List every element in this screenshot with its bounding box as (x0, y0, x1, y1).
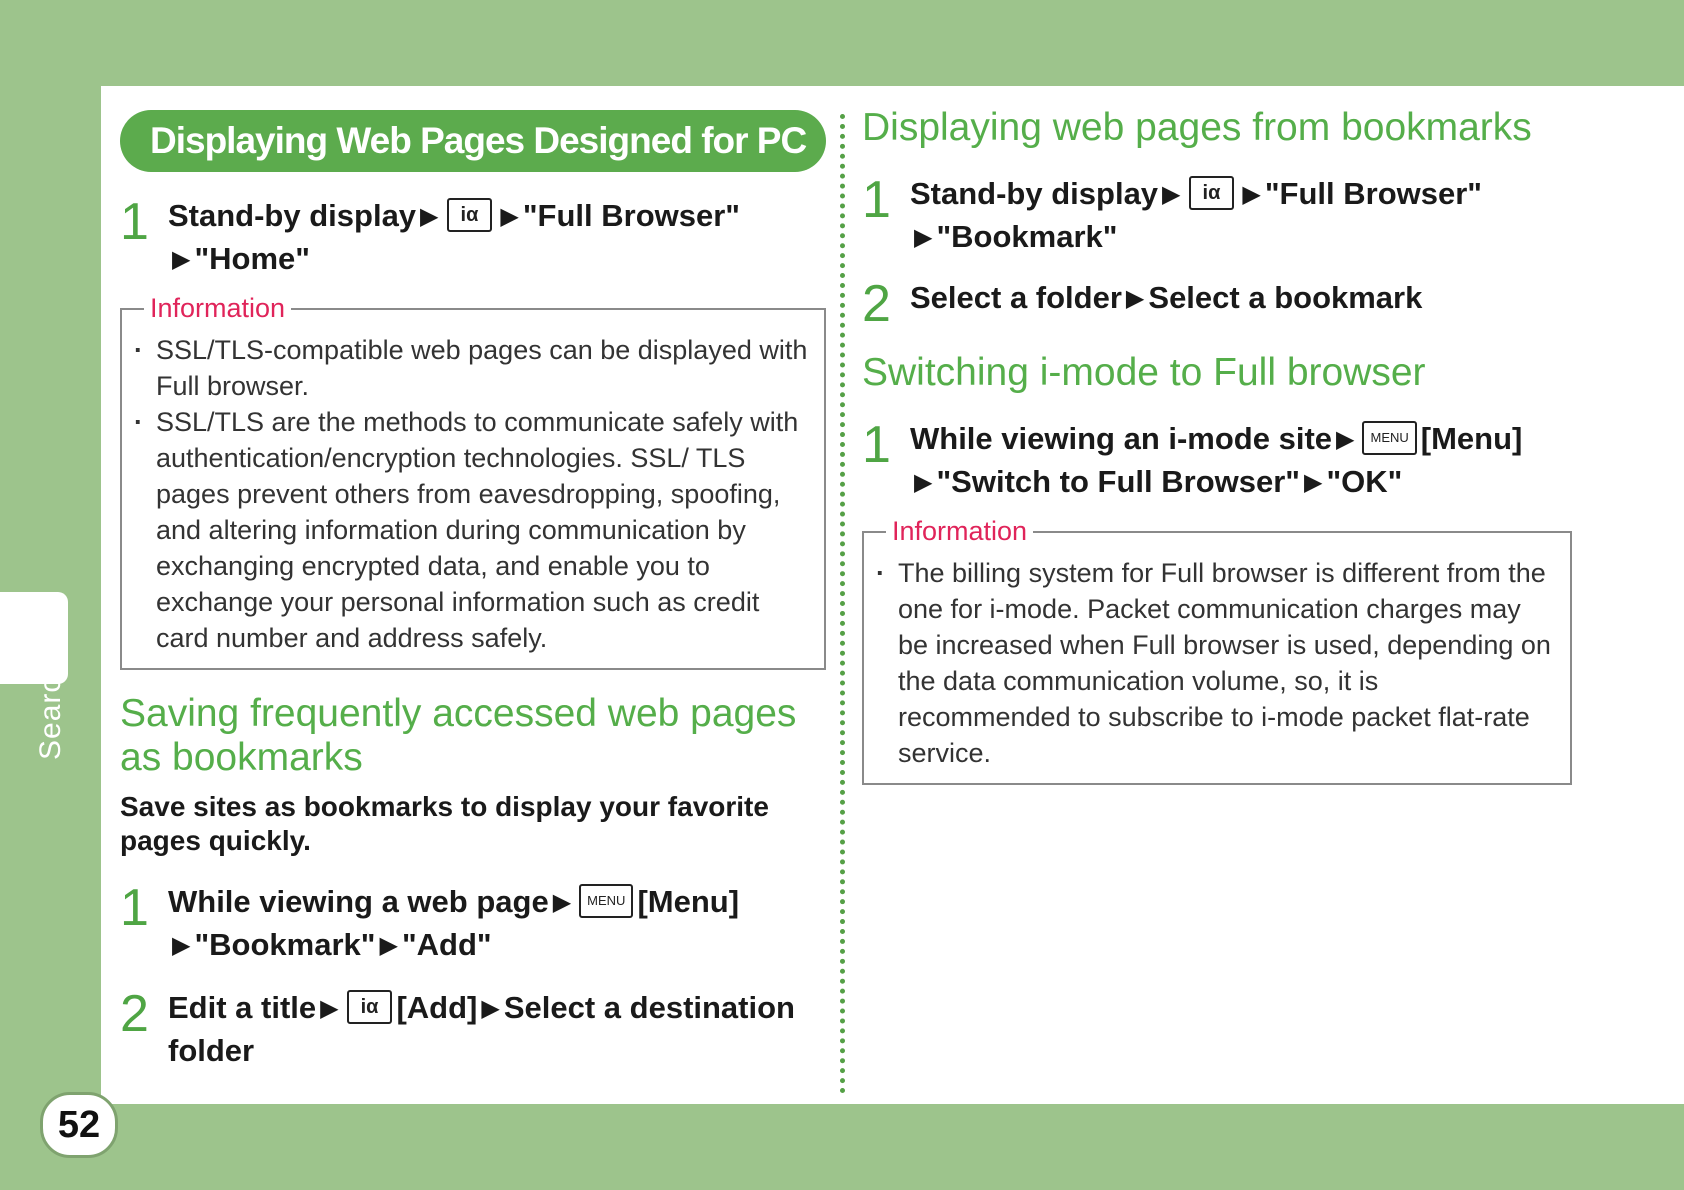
arrow-right-icon: ▶ (552, 889, 572, 916)
step-number: 2 (120, 985, 149, 1043)
arrow-right-icon: ▶ (379, 932, 398, 959)
step-text: Edit a title (168, 990, 317, 1025)
step-1 (120, 193, 826, 282)
step-text: "Bookmark" (194, 927, 376, 962)
step-text: "Switch to Full Browser" (936, 464, 1301, 499)
step-number: 1 (120, 193, 149, 251)
section-title: Displaying web pages from bookmarks (862, 106, 1532, 149)
left-column (120, 110, 826, 1071)
step-text: Select a destination folder (168, 990, 795, 1068)
step-number: 2 (862, 275, 891, 333)
information-box (120, 293, 826, 670)
step-text: [Menu] (637, 884, 740, 919)
step-number: 1 (120, 879, 149, 937)
menu-key-icon: MENU (1362, 421, 1416, 455)
arrow-right-icon: ▶ (320, 995, 339, 1022)
step-number: 1 (862, 416, 891, 474)
step-1 (120, 879, 826, 968)
step-2 (120, 985, 826, 1071)
step-number: 1 (862, 171, 891, 229)
i-alpha-key-icon: iα (447, 198, 493, 232)
step-text: "OK" (1326, 464, 1403, 499)
information-title: Information (886, 516, 1033, 546)
arrow-right-icon: ▶ (500, 203, 519, 230)
i-alpha-key-icon: iα (347, 990, 393, 1024)
column-divider (840, 114, 845, 1094)
step-text: "Add" (401, 927, 492, 962)
arrow-right-icon: ▶ (1162, 181, 1181, 208)
right-column (862, 106, 1572, 785)
info-bullet: · SSL/TLS are the methods to communicate safely with authentication/encryption technologies. SSL/ TLS pages prevent others from eavesdropping, spoofing, and altering information during communication by exchanging encrypted data, and enable you to exchange your personal information such as credit card number and address safely. (156, 404, 812, 656)
step-text: "Home" (194, 241, 310, 276)
information-box (862, 516, 1572, 785)
step-1 (862, 416, 1572, 505)
section-title: Switching i-mode to Full browser (862, 351, 1426, 394)
section-title: Saving frequently accessed web pages as bookmarks (120, 692, 797, 779)
section-intro: Save sites as bookmarks to display your favorite pages quickly. (120, 791, 769, 856)
step-text: Select a folder (910, 280, 1122, 315)
step-text: Stand-by display (910, 176, 1159, 211)
menu-key-icon: MENU (579, 884, 633, 918)
information-title: Information (144, 293, 291, 323)
step-1 (862, 171, 1572, 260)
arrow-right-icon: ▶ (914, 224, 933, 251)
arrow-right-icon: ▶ (1125, 285, 1145, 312)
side-label: Search (34, 658, 67, 760)
arrow-right-icon: ▶ (481, 995, 500, 1022)
step-text: Stand-by display (168, 198, 417, 233)
step-text: "Full Browser" (522, 198, 740, 233)
info-bullet: · The billing system for Full browser is different from the one for i-mode. Packet communication charges may be increased when Full browser is used, depending on the data communication volume, so, it is recommended to subscribe to i-mode packet flat-rate service. (898, 555, 1558, 771)
info-bullet: · SSL/TLS-compatible web pages can be displayed with Full browser. (156, 332, 812, 404)
step-text: [Menu] (1420, 421, 1523, 456)
i-alpha-key-icon: iα (1189, 176, 1235, 210)
arrow-right-icon: ▶ (1336, 426, 1355, 453)
arrow-right-icon: ▶ (1304, 469, 1323, 496)
step-2 (862, 275, 1572, 333)
step-text: While viewing a web page (168, 884, 549, 919)
bottom-band (0, 1104, 1684, 1190)
step-text: Select a bookmark (1148, 280, 1423, 315)
step-text: [Add] (396, 990, 478, 1025)
top-band (0, 0, 1684, 86)
step-text: "Bookmark" (936, 219, 1118, 254)
arrow-right-icon: ▶ (914, 469, 933, 496)
arrow-right-icon: ▶ (420, 203, 439, 230)
page-number: 52 (40, 1092, 118, 1158)
step-text: "Full Browser" (1264, 176, 1482, 211)
arrow-right-icon: ▶ (172, 932, 191, 959)
step-text: While viewing an i-mode site (910, 421, 1333, 456)
section-banner: Displaying Web Pages Designed for PC (120, 110, 826, 172)
arrow-right-icon: ▶ (172, 246, 191, 273)
arrow-right-icon: ▶ (1242, 181, 1261, 208)
